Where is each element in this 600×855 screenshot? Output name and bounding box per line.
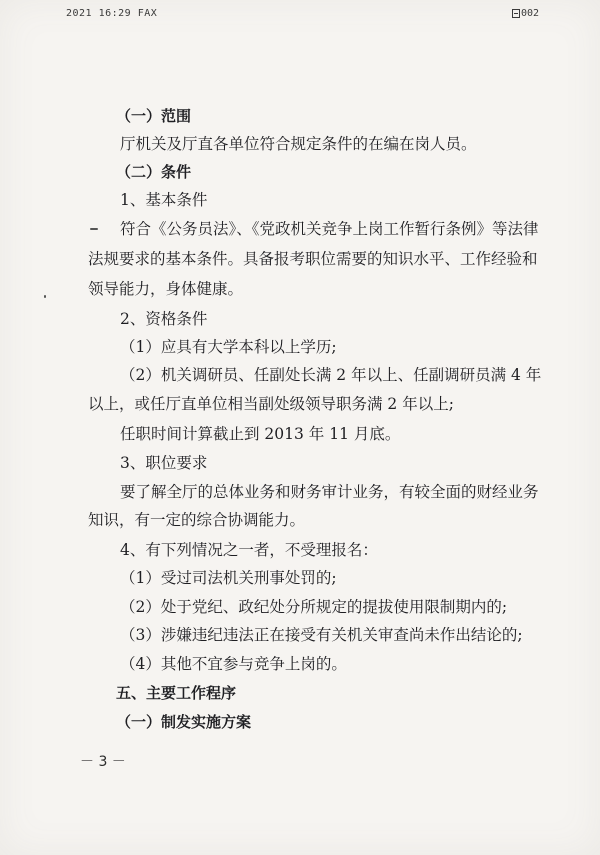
- subheading-qualification: 2、资格条件: [120, 310, 208, 328]
- section-heading-scope: （一）范围: [116, 107, 192, 125]
- section-heading-plan: （一）制发实施方案: [116, 713, 252, 731]
- fax-header: [0, 8, 600, 24]
- paragraph-line: 法规要求的基本条件。具备报考职位需要的知识水平、工作经验和: [88, 250, 538, 268]
- list-item: （3）涉嫌违纪违法正在接受有关机关审查尚未作出结论的;: [120, 626, 523, 644]
- list-item: （2）处于党纪、政纪处分所规定的提拔使用限制期内的;: [120, 598, 508, 616]
- scan-speck: [90, 228, 98, 230]
- scan-speck: [44, 295, 46, 298]
- page-number: － 3 －: [80, 754, 126, 770]
- subheading-position: 3、职位要求: [120, 454, 208, 472]
- list-item: （4）其他不宜参与竞争上岗的。: [120, 655, 347, 673]
- paragraph-line: 以上，或任厅直单位相当副处级领导职务满 2 年以上;: [88, 395, 454, 413]
- paragraph-line: 符合《公务员法》、《党政机关竞争上岗工作暂行条例》等法律: [120, 220, 539, 238]
- paragraph-line: 要了解全厅的总体业务和财务审计业务，有较全面的财经业务: [120, 483, 539, 501]
- paragraph-line: 领导能力，身体健康。: [88, 280, 244, 298]
- paragraph-line: 厅机关及厅直各单位符合规定条件的在编在岗人员。: [120, 135, 477, 153]
- paragraph-line: 任职时间计算截止到 2013 年 11 月底。: [120, 425, 401, 443]
- list-item: （1）受过司法机关刑事处罚的;: [120, 569, 337, 587]
- list-item: （2）机关调研员、任副处长满 2 年以上、任副调研员满 4 年: [120, 366, 542, 384]
- fax-page-code: [512, 8, 539, 19]
- subheading-exclusions: 4、有下列情况之一者，不受理报名：: [120, 541, 378, 559]
- subheading-basic: 1、基本条件: [120, 191, 208, 209]
- paragraph-line: 知识，有一定的综合协调能力。: [88, 511, 306, 529]
- fax-page-icon: [512, 9, 520, 18]
- fax-timestamp: 2021 16:29 FAX: [66, 8, 158, 19]
- fax-page-number: 002: [521, 8, 540, 19]
- section-heading-conditions: （二）条件: [116, 163, 192, 181]
- list-item: （1）应具有大学本科以上学历;: [120, 338, 337, 356]
- section-heading-procedure: 五、主要工作程序: [116, 684, 237, 702]
